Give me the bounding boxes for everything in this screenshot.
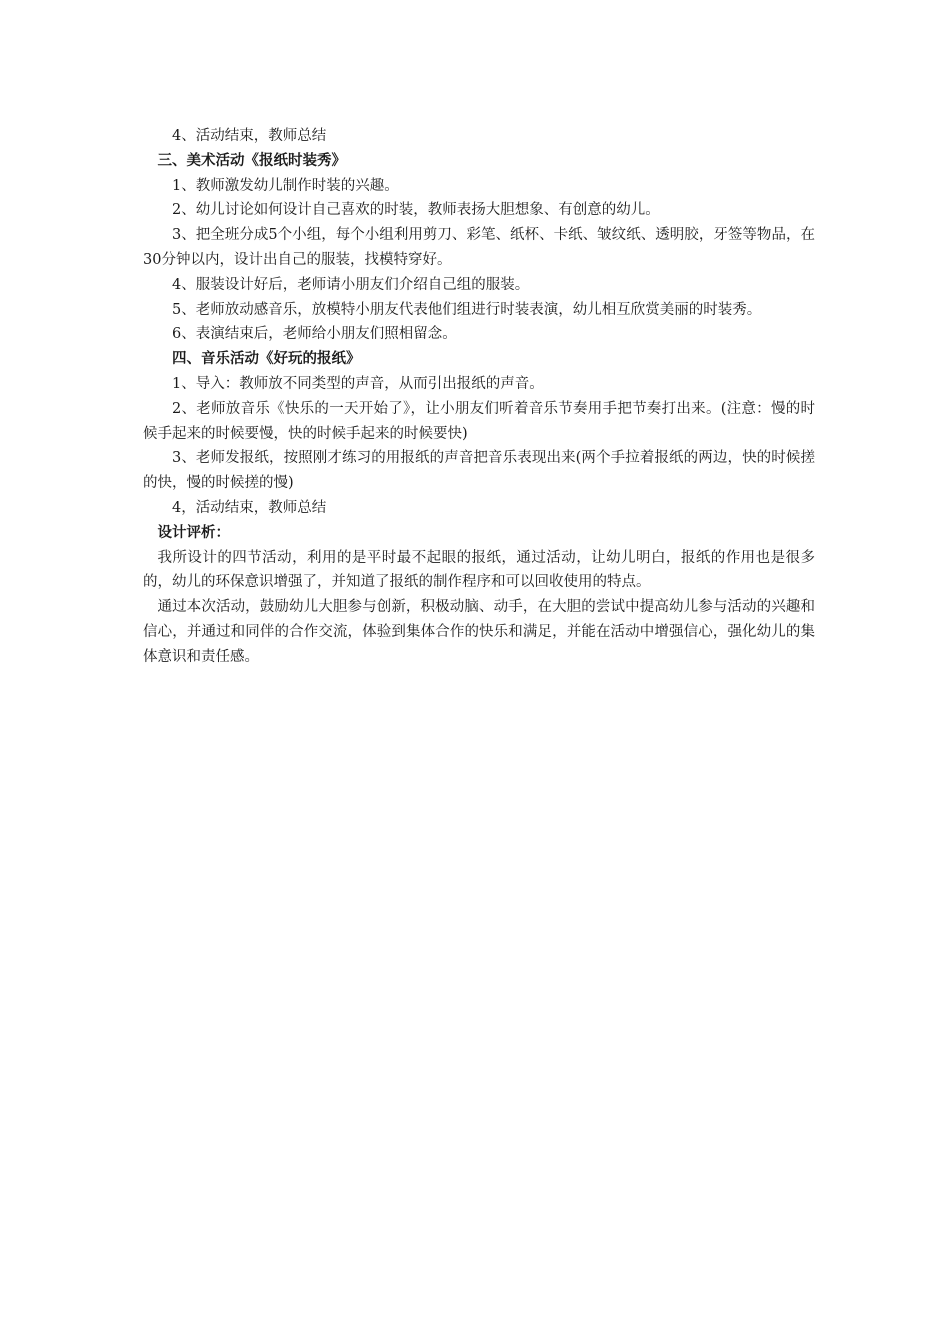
paragraph-art-step-3: 3、把全班分成5个小组，每个小组利用剪刀、彩笔、纸杯、卡纸、皱纹纸、透明胶，牙签等物品，在30分钟以内，设计出自己的服装，找模特穿好。 — [143, 227, 815, 268]
section-heading-music-activity: 四、音乐活动《好玩的报纸》 — [172, 350, 361, 368]
paragraph-art-step-1: 1、教师激发幼儿制作时装的兴趣。 — [172, 177, 399, 194]
paragraph-art-step-5: 5、老师放动感音乐，放模特小朋友代表他们组进行时装表演，幼儿相互欣赏美丽的时装秀。 — [172, 301, 762, 318]
paragraph-analysis-1: 我所设计的四节活动，利用的是平时最不起眼的报纸，通过活动，让幼儿明白，报纸的作用也是很多的，幼儿的环保意识增强了，并知道了报纸的制作程序和可以回收使用的特点。 — [143, 549, 815, 591]
paragraph-analysis-2: 通过本次活动，鼓励幼儿大胆参与创新，积极动脑、动手，在大胆的尝试中提高幼儿参与活动的兴趣和信心，并通过和同伴的合作交流，体验到集体合作的快乐和满足，并能在活动中增强信心，强化幼儿的集体意识和责任感。 — [143, 599, 815, 665]
paragraph-art-step-6: 6、表演结束后，老师给小朋友们照相留念。 — [172, 326, 457, 343]
paragraph-art-step-2: 2、幼儿讨论如何设计自己喜欢的时装，教师表扬大胆想象、有创意的幼儿。 — [172, 202, 660, 219]
section-heading-art-activity: 三、美术活动《报纸时装秀》 — [157, 151, 346, 169]
document-body — [143, 124, 815, 670]
paragraph-music-step-3: 3、老师发报纸，按照刚才练习的用报纸的声音把音乐表现出来(两个手拉着报纸的两边，快的时候搓的快，慢的时候搓的慢) — [143, 450, 815, 492]
paragraph-music-step-2: 2、老师放音乐《快乐的一天开始了》，让小朋友们听着音乐节奏用手把节奏打出来。(注意：慢的时候手起来的时候要慢，快的时候手起来的时候要快) — [143, 400, 815, 442]
paragraph-music-step-4: 4，活动结束，教师总结 — [172, 499, 327, 516]
paragraph-activity-end-1: 4、活动结束，教师总结 — [172, 128, 327, 144]
paragraph-art-step-4: 4、服装设计好后，老师请小朋友们介绍自己组的服装。 — [172, 276, 530, 293]
section-heading-design-analysis: 设计评析： — [157, 523, 230, 541]
paragraph-music-step-1: 1、导入：教师放不同类型的声音，从而引出报纸的声音。 — [172, 375, 544, 392]
